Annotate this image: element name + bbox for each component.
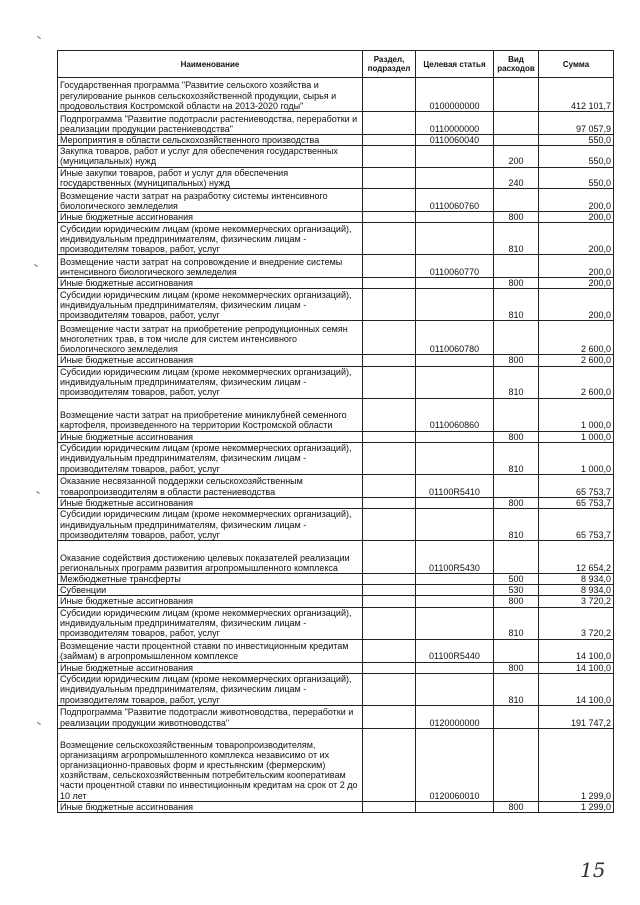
table-row — [58, 673, 614, 705]
cell-section — [363, 78, 416, 112]
cell-type: 800 — [494, 662, 539, 673]
cell-section — [363, 278, 416, 289]
cell-type — [494, 541, 539, 574]
cell-target — [416, 673, 494, 705]
table-row — [58, 189, 614, 212]
cell-sum: 412 101,7 — [539, 78, 614, 112]
cell-section — [363, 112, 416, 135]
cell-name: Возмещение части затрат на разработку системы интенсивного биологического земледелия — [58, 189, 363, 212]
margin-mark — [37, 722, 41, 725]
cell-sum: 12 654,2 — [539, 541, 614, 574]
cell-type: 810 — [494, 223, 539, 255]
cell-target: 01100R5440 — [416, 639, 494, 662]
cell-sum: 8 934,0 — [539, 574, 614, 585]
table-row — [58, 639, 614, 662]
cell-sum: 200,0 — [539, 278, 614, 289]
header-target: Целевая статья — [416, 51, 494, 78]
cell-type: 240 — [494, 167, 539, 188]
cell-sum: 8 934,0 — [539, 585, 614, 596]
cell-name: Субсидии юридическим лицам (кроме некоммерческих организаций), индивидуальным предпринимателям, физическим лицам - производителям товаров, работ, услуг — [58, 442, 363, 474]
cell-sum: 14 100,0 — [539, 673, 614, 705]
cell-sum: 191 747,2 — [539, 705, 614, 728]
cell-name: Иные бюджетные ассигнования — [58, 662, 363, 673]
cell-type: 530 — [494, 585, 539, 596]
table-row — [58, 705, 614, 728]
cell-sum: 550,0 — [539, 135, 614, 146]
margin-mark — [34, 264, 38, 267]
table-row — [58, 497, 614, 508]
cell-section — [363, 189, 416, 212]
cell-type — [494, 78, 539, 112]
table-row — [58, 167, 614, 188]
cell-type — [494, 705, 539, 728]
cell-section — [363, 509, 416, 541]
cell-target — [416, 585, 494, 596]
table-row — [58, 607, 614, 639]
cell-section — [363, 146, 416, 167]
cell-target — [416, 497, 494, 508]
cell-type — [494, 112, 539, 135]
table-row — [58, 509, 614, 541]
header-section: Раздел, подраздел — [363, 51, 416, 78]
cell-name: Закупка товаров, работ и услуг для обеспечения государственных (муниципальных) нужд — [58, 146, 363, 167]
table-row — [58, 801, 614, 812]
cell-section — [363, 212, 416, 223]
cell-section — [363, 289, 416, 321]
cell-name: Иные бюджетные ассигнования — [58, 497, 363, 508]
cell-name: Иные бюджетные ассигнования — [58, 278, 363, 289]
cell-type: 810 — [494, 607, 539, 639]
cell-name: Оказание содействия достижению целевых показателей реализации региональных программ развития агропромышленного комплекса — [58, 541, 363, 574]
cell-type: 800 — [494, 801, 539, 812]
cell-target: 0110060770 — [416, 255, 494, 278]
cell-sum: 550,0 — [539, 167, 614, 188]
cell-target — [416, 431, 494, 442]
cell-sum: 1 299,0 — [539, 801, 614, 812]
header-name: Наименование — [58, 51, 363, 78]
cell-section — [363, 585, 416, 596]
cell-sum: 65 753,7 — [539, 497, 614, 508]
cell-target: 0110060760 — [416, 189, 494, 212]
table-row — [58, 662, 614, 673]
cell-section — [363, 541, 416, 574]
cell-target: 0120060010 — [416, 728, 494, 801]
cell-name: Субсидии юридическим лицам (кроме некоммерческих организаций), индивидуальным предпринимателям, физическим лицам - производителям товаров, работ, услуг — [58, 607, 363, 639]
table-row — [58, 431, 614, 442]
cell-sum: 200,0 — [539, 189, 614, 212]
cell-target: 0110060780 — [416, 321, 494, 355]
table-row — [58, 355, 614, 366]
cell-type: 810 — [494, 509, 539, 541]
cell-name: Оказание несвязанной поддержки сельскохозяйственным товаропроизводителям в области растениеводства — [58, 474, 363, 497]
cell-target — [416, 146, 494, 167]
cell-name: Субсидии юридическим лицам (кроме некоммерческих организаций), индивидуальным предпринимателям, физическим лицам - производителям товаров, работ, услуг — [58, 289, 363, 321]
cell-type: 800 — [494, 355, 539, 366]
cell-type: 200 — [494, 146, 539, 167]
cell-section — [363, 431, 416, 442]
cell-target — [416, 442, 494, 474]
cell-section — [363, 398, 416, 431]
cell-name: Субсидии юридическим лицам (кроме некоммерческих организаций), индивидуальным предпринимателям, физическим лицам - производителям товаров, работ, услуг — [58, 509, 363, 541]
cell-sum: 97 057,9 — [539, 112, 614, 135]
cell-target — [416, 223, 494, 255]
header-type: Вид расходов — [494, 51, 539, 78]
cell-type: 800 — [494, 497, 539, 508]
cell-type: 810 — [494, 442, 539, 474]
cell-sum: 1 000,0 — [539, 442, 614, 474]
cell-type — [494, 321, 539, 355]
table-row — [58, 585, 614, 596]
cell-sum: 1 000,0 — [539, 431, 614, 442]
cell-type: 500 — [494, 574, 539, 585]
table-row — [58, 574, 614, 585]
cell-type: 800 — [494, 431, 539, 442]
cell-target — [416, 574, 494, 585]
cell-target: 0110060040 — [416, 135, 494, 146]
table-row — [58, 78, 614, 112]
cell-name: Мероприятия в области сельскохозяйственного производства — [58, 135, 363, 146]
cell-name: Возмещение части затрат на приобретение репродукционных семян многолетних трав, в том числе для систем интенсивного биологического земледелия — [58, 321, 363, 355]
cell-section — [363, 497, 416, 508]
cell-type: 800 — [494, 596, 539, 607]
table-row — [58, 728, 614, 801]
cell-target — [416, 366, 494, 398]
cell-name: Субсидии юридическим лицам (кроме некоммерческих организаций), индивидуальным предпринимателям, физическим лицам - производителям товаров, работ, услуг — [58, 366, 363, 398]
page-number: 15 — [580, 858, 606, 882]
cell-section — [363, 223, 416, 255]
cell-section — [363, 673, 416, 705]
cell-type — [494, 728, 539, 801]
budget-table — [57, 50, 614, 813]
cell-sum: 65 753,7 — [539, 474, 614, 497]
cell-type — [494, 255, 539, 278]
cell-section — [363, 728, 416, 801]
table-row — [58, 596, 614, 607]
cell-name: Иные бюджетные ассигнования — [58, 355, 363, 366]
table-row — [58, 541, 614, 574]
cell-target — [416, 509, 494, 541]
cell-name: Подпрограмма "Развитие подотрасли животноводства, переработки и реализации продукции животноводства" — [58, 705, 363, 728]
cell-sum: 3 720,2 — [539, 596, 614, 607]
table-row — [58, 146, 614, 167]
table-row — [58, 112, 614, 135]
cell-sum: 2 600,0 — [539, 321, 614, 355]
cell-section — [363, 596, 416, 607]
budget-table-sheet — [57, 50, 613, 813]
cell-section — [363, 474, 416, 497]
cell-name: Субсидии юридическим лицам (кроме некоммерческих организаций), индивидуальным предпринимателям, физическим лицам - производителям товаров, работ, услуг — [58, 673, 363, 705]
cell-type: 810 — [494, 673, 539, 705]
cell-section — [363, 355, 416, 366]
table-row — [58, 289, 614, 321]
cell-sum: 2 600,0 — [539, 355, 614, 366]
cell-type — [494, 135, 539, 146]
cell-sum: 14 100,0 — [539, 639, 614, 662]
table-row — [58, 223, 614, 255]
table-row — [58, 442, 614, 474]
cell-sum: 200,0 — [539, 255, 614, 278]
cell-type — [494, 189, 539, 212]
cell-sum: 1 000,0 — [539, 398, 614, 431]
cell-section — [363, 255, 416, 278]
margin-mark — [37, 36, 41, 39]
cell-name: Подпрограмма "Развитие подотрасли растениеводства, переработки и реализации продукции растениеводства" — [58, 112, 363, 135]
cell-section — [363, 442, 416, 474]
cell-section — [363, 321, 416, 355]
cell-sum: 65 753,7 — [539, 509, 614, 541]
table-header-row — [58, 51, 614, 78]
cell-target: 01100R5430 — [416, 541, 494, 574]
cell-target — [416, 355, 494, 366]
cell-type: 810 — [494, 366, 539, 398]
cell-name: Возмещение части затрат на сопровождение и внедрение системы интенсивного биологического земледелия — [58, 255, 363, 278]
table-row — [58, 321, 614, 355]
table-row — [58, 135, 614, 146]
cell-section — [363, 135, 416, 146]
cell-target: 0120000000 — [416, 705, 494, 728]
cell-type — [494, 639, 539, 662]
cell-type: 800 — [494, 212, 539, 223]
table-row — [58, 278, 614, 289]
cell-sum: 14 100,0 — [539, 662, 614, 673]
cell-target: 0100000000 — [416, 78, 494, 112]
cell-type: 800 — [494, 278, 539, 289]
cell-name: Иные бюджетные ассигнования — [58, 431, 363, 442]
table-row — [58, 255, 614, 278]
cell-section — [363, 366, 416, 398]
cell-section — [363, 574, 416, 585]
cell-name: Иные закупки товаров, работ и услуг для обеспечения государственных (муниципальных) нужд — [58, 167, 363, 188]
cell-target — [416, 801, 494, 812]
cell-target — [416, 662, 494, 673]
cell-name: Возмещение части затрат на приобретение миниклубней семенного картофеля, произведенного на территории Костромской области — [58, 398, 363, 431]
cell-type: 810 — [494, 289, 539, 321]
cell-type — [494, 474, 539, 497]
cell-name: Межбюджетные трансферты — [58, 574, 363, 585]
cell-name: Возмещение сельскохозяйственным товаропроизводителям, организациям агропромышленного комплекса независимо от их организационно-правовых форм и крестьянским (фермерским) хозяйствам, сельскохозяйственным потребительским кооперативам части процентной ставки по инвестиционным кредитам на срок от 2 до 10 лет — [58, 728, 363, 801]
table-row — [58, 366, 614, 398]
cell-sum: 3 720,2 — [539, 607, 614, 639]
cell-section — [363, 705, 416, 728]
cell-section — [363, 607, 416, 639]
margin-mark — [36, 491, 40, 494]
cell-sum: 550,0 — [539, 146, 614, 167]
cell-name: Субвенции — [58, 585, 363, 596]
table-row — [58, 398, 614, 431]
cell-name: Иные бюджетные ассигнования — [58, 596, 363, 607]
table-row — [58, 474, 614, 497]
cell-name: Государственная программа "Развитие сельского хозяйства и регулирование рынков сельскохозяйственной продукции, сырья и продовольствия Костромской области на 2013-2020 годы" — [58, 78, 363, 112]
cell-sum: 2 600,0 — [539, 366, 614, 398]
cell-sum: 200,0 — [539, 223, 614, 255]
cell-sum: 200,0 — [539, 212, 614, 223]
table-body — [58, 78, 614, 813]
cell-target — [416, 289, 494, 321]
cell-name: Субсидии юридическим лицам (кроме некоммерческих организаций), индивидуальным предпринимателям, физическим лицам - производителям товаров, работ, услуг — [58, 223, 363, 255]
cell-target: 0110060860 — [416, 398, 494, 431]
cell-section — [363, 801, 416, 812]
table-row — [58, 212, 614, 223]
cell-target — [416, 607, 494, 639]
cell-target: 0110000000 — [416, 112, 494, 135]
cell-target — [416, 596, 494, 607]
cell-target — [416, 212, 494, 223]
cell-target — [416, 167, 494, 188]
cell-target — [416, 278, 494, 289]
cell-name: Иные бюджетные ассигнования — [58, 212, 363, 223]
cell-name: Возмещение части процентной ставки по инвестиционным кредитам (займам) в агропромышленном комплексе — [58, 639, 363, 662]
cell-name: Иные бюджетные ассигнования — [58, 801, 363, 812]
cell-section — [363, 167, 416, 188]
cell-sum: 200,0 — [539, 289, 614, 321]
cell-section — [363, 639, 416, 662]
cell-section — [363, 662, 416, 673]
cell-type — [494, 398, 539, 431]
cell-sum: 1 299,0 — [539, 728, 614, 801]
header-sum: Сумма — [539, 51, 614, 78]
cell-target: 01100R5410 — [416, 474, 494, 497]
